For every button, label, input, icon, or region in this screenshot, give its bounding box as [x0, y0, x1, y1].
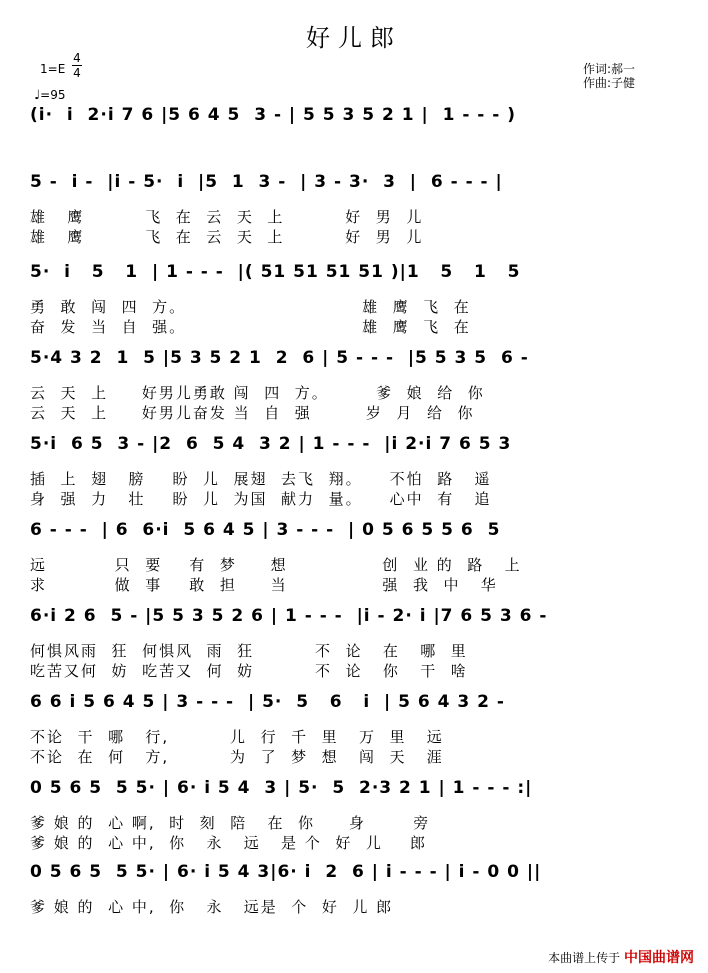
credits: [583, 62, 635, 90]
notation-line: 6 6 i 5 6 4 5 | 3 - - - | 5· 5 6 i | 5 6 4 3 2 -: [30, 692, 505, 712]
tempo-value: =95: [40, 88, 66, 102]
brand-logo: 中国曲谱网: [624, 950, 694, 966]
time-sig-bottom: 4: [73, 66, 81, 80]
lyrics-verse-1: 何惧风雨 狂 何惧风 雨 狂 不 论 在 哪 里: [30, 642, 468, 660]
quarter-note-icon: ♩: [34, 88, 41, 103]
composer-credit: 作曲:子健: [583, 76, 636, 90]
footer-text: 本曲谱上传于: [548, 951, 621, 965]
key-signature: 1=E: [40, 62, 66, 76]
lyrics-verse-2: 奋 发 当 自 强。 雄 鹰 飞 在: [30, 318, 471, 336]
lyrics-verse-2: 求 做 事 敢 担 当 强 我 中 华: [30, 576, 498, 594]
lyrics-verse-2: 雄 鹰 飞 在 云 天 上 好 男 儿: [30, 228, 424, 246]
notation-line: 5·i 6 5 3 - |2 6 5 4 3 2 | 1 - - - |i 2·i 7 6 5 3: [30, 434, 512, 454]
notation-line: 6·i 2 6 5 - |5 5 3 5 2 6 | 1 - - - |i - 2· i |7 6 5 3 6 -: [30, 606, 548, 626]
lyrics-verse-2: 身 强 力 壮 盼 儿 为国 献力 量。 心中 有 追: [30, 490, 492, 508]
notation-line: 6 - - - | 6 6·i 5 6 4 5 | 3 - - - | 0 5 6 5 5 6 5: [30, 520, 501, 540]
notation-line: 0 5 6 5 5 5· | 6· i 5 4 3 | 5· 5 2·3 2 1 | 1 - - - :|: [30, 778, 533, 798]
lyrics-verse-1: 爹 娘 的 心 啊, 时 刻 陪 在 你 身 旁: [30, 814, 431, 832]
lyricist-credit: 作词:郝一: [583, 62, 636, 76]
lyrics-verse-1: 远 只 要 有 梦 想 创 业 的 路 上: [30, 556, 522, 574]
lyrics-verse-2: 爹 娘 的 心 中, 你 永 远 是 个 好 儿 郎: [30, 834, 427, 852]
notation-line: 0 5 6 5 5 5· | 6· i 5 4 3|6· i 2 6 | i - - - | i - 0 0 ||: [30, 862, 542, 882]
song-title: 好儿郎: [306, 24, 402, 52]
time-signature: [72, 52, 82, 79]
notation-line: 5· i 5 1 | 1 - - - |( 51 51 51 51 )|1 5 1 5: [30, 262, 521, 282]
lyrics-verse-1: 爹 娘 的 心 中, 你 永 远是 个 好 儿 郎: [30, 898, 394, 916]
lyrics-verse-2: 云 天 上 好男儿奋发 当 自 强 岁 月 给 你: [30, 404, 475, 422]
lyrics-verse-1: 云 天 上 好男儿勇敢 闯 四 方。 爹 娘 给 你: [30, 384, 485, 402]
notation-line: 5 - i - |i - 5· i |5 1 3 - | 3 - 3· 3 | 6 - - - |: [30, 172, 503, 192]
lyrics-verse-1: 插 上 翅 膀 盼 儿 展翅 去飞 翔。 不怕 路 遥: [30, 470, 492, 488]
lyrics-verse-1: 不论 干 哪 行, 儿 行 千 里 万 里 远: [30, 728, 444, 746]
tempo-marking: [34, 88, 65, 103]
lyrics-verse-1: 勇 敢 闯 四 方。 雄 鹰 飞 在: [30, 298, 471, 316]
footer: [548, 947, 694, 967]
lyrics-verse-2: 吃苦又何 妨 吃苦又 何 妨 不 论 你 干 啥: [30, 662, 468, 680]
lyrics-verse-1: 雄 鹰 飞 在 云 天 上 好 男 儿: [30, 208, 424, 226]
lyrics-verse-2: 不论 在 何 方, 为 了 梦 想 闯 天 涯: [30, 748, 444, 766]
notation-line: (i· i 2·i 7 6 |5 6 4 5 3 - | 5 5 3 5 2 1 | 1 - - - ): [30, 105, 517, 125]
notation-line: 5·4 3 2 1 5 |5 3 5 2 1 2 6 | 5 - - - |5 5 3 5 6 -: [30, 348, 529, 368]
time-sig-top: 4: [73, 51, 81, 65]
